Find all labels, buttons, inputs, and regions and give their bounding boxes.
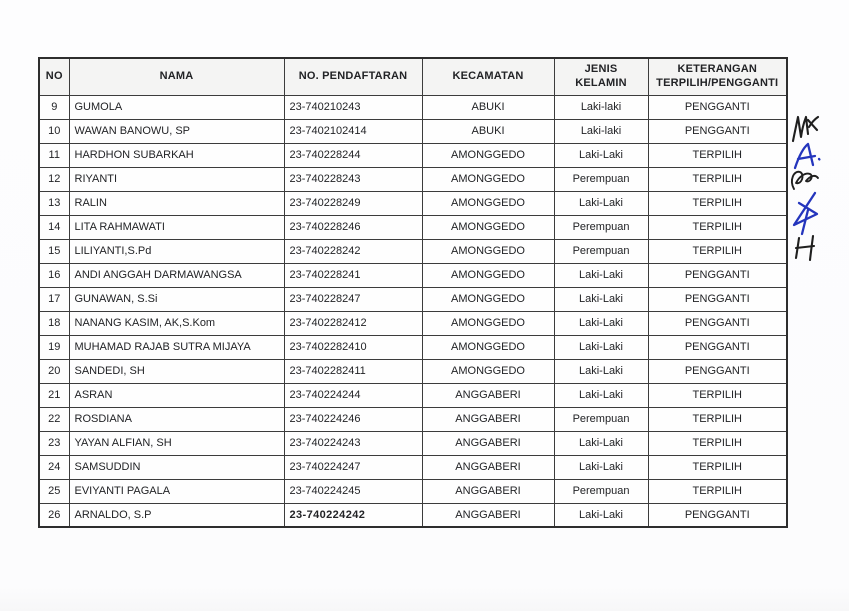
table-row — [39, 503, 787, 527]
cell-keterangan: TERPILIH — [648, 143, 787, 167]
cell-pendaftaran: 23-740228249 — [284, 191, 422, 215]
cell-kecamatan: ANGGABERI — [422, 383, 554, 407]
cell-keterangan: TERPILIH — [648, 167, 787, 191]
cell-kecamatan: AMONGGEDO — [422, 359, 554, 383]
cell-jenis_kelamin: Laki-Laki — [554, 383, 648, 407]
cell-nama: ARNALDO, S.P — [69, 503, 284, 527]
cell-pendaftaran: 23-7402282410 — [284, 335, 422, 359]
cell-kecamatan: AMONGGEDO — [422, 191, 554, 215]
cell-kecamatan: AMONGGEDO — [422, 287, 554, 311]
cell-no: 15 — [39, 239, 69, 263]
cell-kecamatan: ANGGABERI — [422, 431, 554, 455]
cell-jenis_kelamin: Laki-Laki — [554, 503, 648, 527]
cell-jenis_kelamin: Laki-Laki — [554, 263, 648, 287]
handwritten-initial-h-icon — [796, 236, 814, 260]
cell-jenis_kelamin: Laki-Laki — [554, 143, 648, 167]
cell-no: 11 — [39, 143, 69, 167]
cell-pendaftaran: 23-740228242 — [284, 239, 422, 263]
cell-kecamatan: AMONGGEDO — [422, 335, 554, 359]
cell-no: 17 — [39, 287, 69, 311]
cell-keterangan: TERPILIH — [648, 407, 787, 431]
cell-jenis_kelamin: Perempuan — [554, 167, 648, 191]
cell-kecamatan: ABUKI — [422, 119, 554, 143]
cell-jenis_kelamin: Laki-Laki — [554, 191, 648, 215]
handwritten-paraph-a-icon — [795, 144, 819, 168]
cell-nama: NANANG KASIM, AK,S.Kom — [69, 311, 284, 335]
cell-jenis_kelamin: Perempuan — [554, 407, 648, 431]
cell-keterangan: PENGGANTI — [648, 119, 787, 143]
table-row — [39, 407, 787, 431]
cell-keterangan: PENGGANTI — [648, 311, 787, 335]
cell-no: 22 — [39, 407, 69, 431]
cell-nama: GUNAWAN, S.Si — [69, 287, 284, 311]
cell-nama: YAYAN ALFIAN, SH — [69, 431, 284, 455]
cell-kecamatan: ANGGABERI — [422, 455, 554, 479]
cell-jenis_kelamin: Perempuan — [554, 479, 648, 503]
cell-keterangan: TERPILIH — [648, 239, 787, 263]
cell-nama: HARDHON SUBARKAH — [69, 143, 284, 167]
cell-kecamatan: AMONGGEDO — [422, 239, 554, 263]
cell-kecamatan: AMONGGEDO — [422, 167, 554, 191]
cell-jenis_kelamin: Laki-Laki — [554, 455, 648, 479]
handwritten-paraph-triangle-icon — [794, 193, 817, 234]
cell-keterangan: PENGGANTI — [648, 359, 787, 383]
cell-keterangan: TERPILIH — [648, 383, 787, 407]
cell-pendaftaran: 23-7402282412 — [284, 311, 422, 335]
cell-no: 18 — [39, 311, 69, 335]
cell-pendaftaran: 23-740228246 — [284, 215, 422, 239]
table-row — [39, 215, 787, 239]
cell-no: 23 — [39, 431, 69, 455]
cell-jenis_kelamin: Laki-Laki — [554, 359, 648, 383]
cell-jenis_kelamin: Laki-Laki — [554, 311, 648, 335]
cell-no: 26 — [39, 503, 69, 527]
cell-pendaftaran: 23-740224243 — [284, 431, 422, 455]
cell-nama: SANDEDI, SH — [69, 359, 284, 383]
cell-jenis_kelamin: Laki-laki — [554, 95, 648, 119]
handwritten-initials-wk-icon — [793, 117, 818, 141]
cell-jenis_kelamin: Perempuan — [554, 239, 648, 263]
cell-pendaftaran: 23-740228247 — [284, 287, 422, 311]
cell-nama: LILIYANTI,S.Pd — [69, 239, 284, 263]
cell-keterangan: TERPILIH — [648, 479, 787, 503]
cell-pendaftaran: 23-740224246 — [284, 407, 422, 431]
cell-nama: EVIYANTI PAGALA — [69, 479, 284, 503]
cell-jenis_kelamin: Perempuan — [554, 215, 648, 239]
cell-pendaftaran: 23-740224245 — [284, 479, 422, 503]
table-row — [39, 143, 787, 167]
table-row — [39, 455, 787, 479]
table-row — [39, 167, 787, 191]
cell-nama: RALIN — [69, 191, 284, 215]
table-row — [39, 335, 787, 359]
cell-kecamatan: AMONGGEDO — [422, 215, 554, 239]
cell-jenis_kelamin: Laki-Laki — [554, 287, 648, 311]
col-header-pendaftaran: NO. PENDAFTARAN — [284, 58, 422, 95]
cell-nama: ROSDIANA — [69, 407, 284, 431]
cell-kecamatan: ANGGABERI — [422, 479, 554, 503]
table-row — [39, 239, 787, 263]
cell-kecamatan: ANGGABERI — [422, 503, 554, 527]
table-row — [39, 287, 787, 311]
col-header-nama: NAMA — [69, 58, 284, 95]
table-row — [39, 191, 787, 215]
col-header-no: NO — [39, 58, 69, 95]
cell-pendaftaran: 23-7402282411 — [284, 359, 422, 383]
cell-keterangan: PENGGANTI — [648, 335, 787, 359]
cell-nama: WAWAN BANOWU, SP — [69, 119, 284, 143]
col-header-kecamatan: KECAMATAN — [422, 58, 554, 95]
cell-pendaftaran: 23-740228241 — [284, 263, 422, 287]
cell-keterangan: TERPILIH — [648, 431, 787, 455]
handwritten-scribble-icon — [792, 172, 818, 189]
cell-nama: RIYANTI — [69, 167, 284, 191]
cell-no: 21 — [39, 383, 69, 407]
cell-keterangan: PENGGANTI — [648, 95, 787, 119]
col-header-keterangan: KETERANGAN TERPILIH/PENGGANTI — [648, 58, 787, 95]
table-row — [39, 311, 787, 335]
col-header-jenis-kelamin: JENIS KELAMIN — [554, 58, 648, 95]
cell-kecamatan: ABUKI — [422, 95, 554, 119]
cell-nama: LITA RAHMAWATI — [69, 215, 284, 239]
cell-kecamatan: AMONGGEDO — [422, 263, 554, 287]
cell-nama: ANDI ANGGAH DARMAWANGSA — [69, 263, 284, 287]
cell-pendaftaran: 23-740228243 — [284, 167, 422, 191]
table-row — [39, 359, 787, 383]
cell-nama: SAMSUDDIN — [69, 455, 284, 479]
cell-no: 20 — [39, 359, 69, 383]
cell-jenis_kelamin: Laki-Laki — [554, 431, 648, 455]
cell-keterangan: TERPILIH — [648, 191, 787, 215]
cell-nama: MUHAMAD RAJAB SUTRA MIJAYA — [69, 335, 284, 359]
cell-pendaftaran: 23-740224244 — [284, 383, 422, 407]
cell-nama: GUMOLA — [69, 95, 284, 119]
cell-keterangan: TERPILIH — [648, 215, 787, 239]
cell-pendaftaran: 23-7402102414 — [284, 119, 422, 143]
cell-kecamatan: AMONGGEDO — [422, 143, 554, 167]
cell-pendaftaran: 23-740224242 — [284, 503, 422, 527]
cell-kecamatan: ANGGABERI — [422, 407, 554, 431]
cell-keterangan: PENGGANTI — [648, 287, 787, 311]
cell-keterangan: PENGGANTI — [648, 263, 787, 287]
table-body — [39, 95, 787, 527]
cell-jenis_kelamin: Laki-laki — [554, 119, 648, 143]
table-row — [39, 95, 787, 119]
cell-pendaftaran: 23-740228244 — [284, 143, 422, 167]
cell-pendaftaran: 23-740210243 — [284, 95, 422, 119]
cell-no: 24 — [39, 455, 69, 479]
cell-no: 14 — [39, 215, 69, 239]
cell-pendaftaran: 23-740224247 — [284, 455, 422, 479]
cell-no: 9 — [39, 95, 69, 119]
cell-kecamatan: AMONGGEDO — [422, 311, 554, 335]
table-header-row — [39, 58, 787, 95]
selection-results-table — [38, 57, 788, 528]
table-row — [39, 431, 787, 455]
cell-nama: ASRAN — [69, 383, 284, 407]
cell-no: 19 — [39, 335, 69, 359]
table-row — [39, 479, 787, 503]
cell-keterangan: PENGGANTI — [648, 503, 787, 527]
cell-no: 25 — [39, 479, 69, 503]
cell-no: 12 — [39, 167, 69, 191]
cell-no: 10 — [39, 119, 69, 143]
table-row — [39, 119, 787, 143]
cell-keterangan: TERPILIH — [648, 455, 787, 479]
cell-no: 16 — [39, 263, 69, 287]
table-row — [39, 383, 787, 407]
handwritten-annotation — [786, 110, 838, 262]
table-row — [39, 263, 787, 287]
cell-jenis_kelamin: Laki-Laki — [554, 335, 648, 359]
cell-no: 13 — [39, 191, 69, 215]
